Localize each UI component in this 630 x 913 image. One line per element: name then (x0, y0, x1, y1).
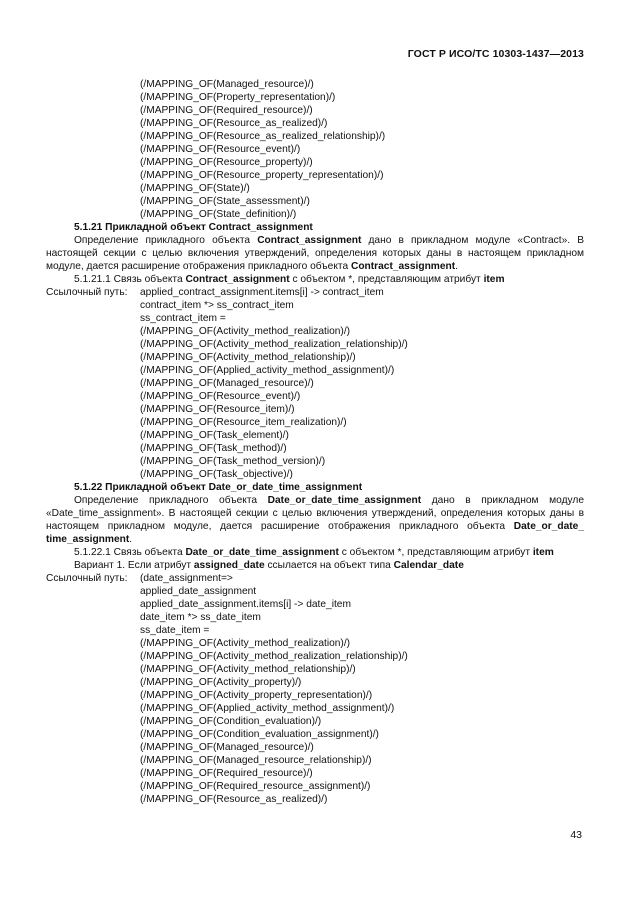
mapping-line: (/MAPPING_OF(Task_element)/) (140, 430, 289, 441)
subsection-5-1-22-1: 5.1.22.1 Связь объекта Date_or_date_time_assignment с объектом *, представляющим атрибут item (74, 547, 554, 558)
mapping-line: (/MAPPING_OF(Managed_resource)/) (140, 79, 314, 90)
mapping-line: (/MAPPING_OF(Activity_method_realization)/) (140, 638, 351, 649)
mapping-line: (/MAPPING_OF(Resource_item)/) (140, 404, 295, 415)
reference-path-label: Ссылочный путь: (46, 287, 128, 298)
mapping-line: (/MAPPING_OF(Activity_method_realization)/) (140, 326, 351, 337)
mapping-line: (/MAPPING_OF(Applied_activity_method_assignment)/) (140, 365, 395, 376)
paragraph-5-1-21: Определение прикладного объекта Contract_assignment дано в прикладном модуле «Contract». В настоящей секции с целью включения утверждений, определения которых даны в настоящем прикладном модуле, дается расширение отображения прикладного объекта Contract_assignment. (46, 235, 585, 272)
mapping-line: ss_contract_item = (140, 313, 226, 324)
mapping-line: (/MAPPING_OF(Activity_method_realization_relationship)/) (140, 651, 408, 662)
mapping-line: (/MAPPING_OF(Resource_property_representation)/) (140, 170, 384, 181)
mapping-line: applied_date_assignment (140, 586, 257, 597)
mapping-line: (/MAPPING_OF(Resource_as_realized)/) (140, 794, 328, 805)
mapping-line: (/MAPPING_OF(Property_representation)/) (140, 92, 336, 103)
mapping-list-top (46, 78, 584, 221)
mapping-line: (/MAPPING_OF(Resource_item_realization)/) (140, 417, 347, 428)
reference-path-first: (date_assignment=> (140, 573, 233, 584)
section-heading-5-1-22: 5.1.22 Прикладной объект Date_or_date_time_assignment (74, 482, 363, 493)
mapping-line: applied_date_assignment.items[i] -> date_item (140, 599, 351, 610)
mapping-line: (/MAPPING_OF(Managed_resource)/) (140, 742, 314, 753)
mapping-line: (/MAPPING_OF(Resource_as_realized)/) (140, 118, 328, 129)
mapping-line: (/MAPPING_OF(Required_resource)/) (140, 768, 313, 779)
mapping-line: (/MAPPING_OF(Task_method_version)/) (140, 456, 326, 467)
mapping-line: contract_item *> ss_contract_item (140, 300, 294, 311)
document-header: ГОСТ Р ИСО/ТС 10303-1437—2013 (407, 48, 584, 60)
mapping-line: (/MAPPING_OF(State)/) (140, 183, 250, 194)
mapping-line: (/MAPPING_OF(Managed_resource)/) (140, 378, 314, 389)
mapping-line: (/MAPPING_OF(Activity_property_representation)/) (140, 690, 373, 701)
mapping-line: (/MAPPING_OF(Required_resource_assignment)/) (140, 781, 371, 792)
mapping-line: (/MAPPING_OF(Applied_activity_method_assignment)/) (140, 703, 395, 714)
mapping-line: (/MAPPING_OF(Task_method)/) (140, 443, 287, 454)
mapping-line: (/MAPPING_OF(Activity_method_relationship)/) (140, 664, 356, 675)
page-content (46, 78, 584, 806)
variant-1-line: Вариант 1. Если атрибут assigned_date ссылается на объект типа Calendar_date (74, 560, 464, 571)
mapping-line: (/MAPPING_OF(Activity_method_relationship)/) (140, 352, 356, 363)
mapping-line: (/MAPPING_OF(State_assessment)/) (140, 196, 310, 207)
section-heading-5-1-21: 5.1.21 Прикладной объект Contract_assignment (74, 222, 313, 233)
reference-path-row (46, 572, 584, 585)
reference-path-label: Ссылочный путь: (46, 573, 128, 584)
mapping-line: (/MAPPING_OF(Condition_evaluation)/) (140, 716, 322, 727)
page-number: 43 (570, 829, 582, 841)
mapping-line: (/MAPPING_OF(Resource_event)/) (140, 144, 301, 155)
subsection-5-1-21-1: 5.1.21.1 Связь объекта Contract_assignment с объектом *, представляющим атрибут item (74, 274, 505, 285)
mapping-line: (/MAPPING_OF(Activity_property)/) (140, 677, 302, 688)
mapping-list-5-1-22 (46, 585, 584, 806)
mapping-line: (/MAPPING_OF(Activity_method_realization_relationship)/) (140, 339, 408, 350)
reference-path-row (46, 286, 584, 299)
mapping-line: (/MAPPING_OF(Task_objective)/) (140, 469, 293, 480)
mapping-line: (/MAPPING_OF(Resource_event)/) (140, 391, 301, 402)
mapping-line: (/MAPPING_OF(State_definition)/) (140, 209, 297, 220)
mapping-list-5-1-21 (46, 299, 584, 481)
mapping-line: ss_date_item = (140, 625, 210, 636)
mapping-line: (/MAPPING_OF(Resource_property)/) (140, 157, 313, 168)
mapping-line: (/MAPPING_OF(Managed_resource_relationship)/) (140, 755, 372, 766)
mapping-line: date_item *> ss_date_item (140, 612, 261, 623)
mapping-line: (/MAPPING_OF(Condition_evaluation_assignment)/) (140, 729, 379, 740)
reference-path-first: applied_contract_assignment.items[i] -> contract_item (140, 287, 384, 298)
mapping-line: (/MAPPING_OF(Required_resource)/) (140, 105, 313, 116)
mapping-line: (/MAPPING_OF(Resource_as_realized_relationship)/) (140, 131, 386, 142)
paragraph-5-1-22: Определение прикладного объекта Date_or_date_time_assignment дано в прикладном модуле «Date_time_assignment». В настоящей секции с целью включения утверждений, определения которых даны в настоящем прикладном модуле, дается расширение отображения прикладного объекта Date_or_date_ time_assignment. (46, 495, 584, 545)
